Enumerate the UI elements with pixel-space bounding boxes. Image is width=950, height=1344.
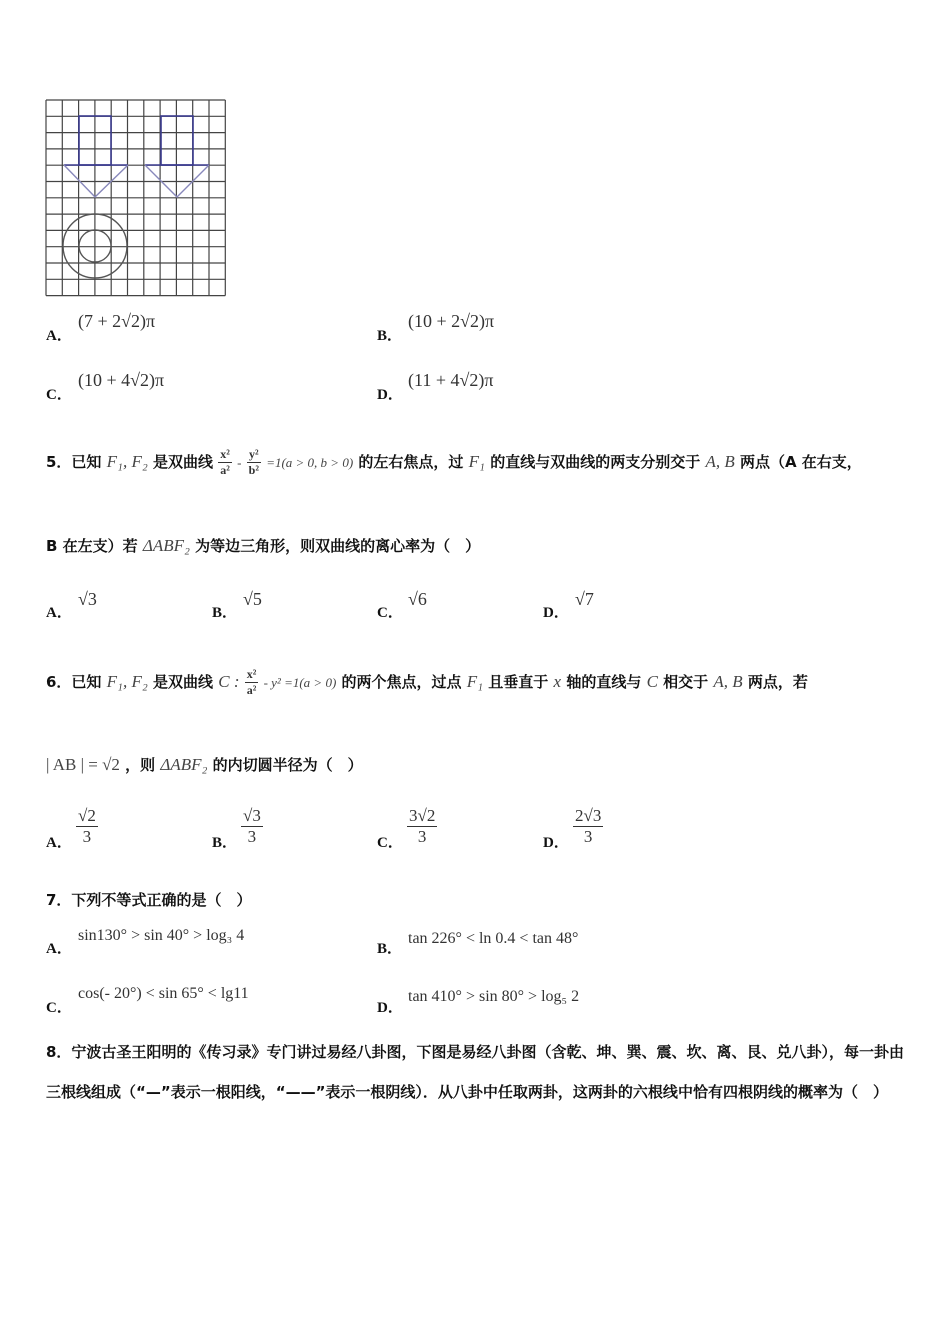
q4-option-c-text: (10 + 4√2)π	[78, 370, 165, 390]
q6-option-d-fraction: $\frac{2√3}{3}$	[575, 806, 602, 846]
three-view-grid-figure	[44, 98, 232, 300]
q7-option-a-text: sin130° > sin 40° > log₃ 4	[78, 927, 245, 944]
q7-option-d-text: tan 410° > sin 80° > log₅ 2	[408, 988, 580, 1005]
q4-option-a-label: A．	[46, 328, 72, 344]
q5-option-a-text: √3	[78, 589, 97, 609]
q6-option-a-fraction: $\frac{√2}{3}$	[78, 806, 96, 846]
q4-option-c-label: C．	[46, 387, 72, 403]
q5-option-a-label: A．	[46, 605, 72, 621]
q7-option-b-text: tan 226° < ln 0.4 < tan 48°	[408, 930, 579, 947]
q6-option-c-fraction: $\frac{3√2}{3}$	[409, 806, 436, 846]
q6-option-c-label: C．	[377, 835, 403, 851]
q6-option-b-fraction: $\frac{√3}{3}$	[243, 806, 261, 846]
q4-option-d-label: D．	[377, 387, 403, 403]
right-rectangle	[161, 116, 193, 165]
q5-option-b-text: √5	[243, 589, 262, 609]
q6-option-a-label: A．	[46, 835, 72, 851]
q6-stem-line2: | AB | = √2 ，则 ΔABF₂ 的内切圆半径为（ ）	[46, 755, 363, 774]
q7-stem: 7．下列不等式正确的是（ ）	[46, 891, 252, 909]
q6-stem-line1: 6．已知 F₁, F₂ 是双曲线 C : $\frac{\text{x²}}{\text{a²}}$ - y² =1(a > 0) 的两个焦点，过点 F₁ 且垂直于 x 轴的直线与 C 相交于 A, B 两点，若	[46, 667, 808, 697]
q6-option-b-label: B．	[212, 835, 238, 851]
q7-option-b-label: B．	[377, 941, 403, 957]
q7-option-c-text: cos(- 20°) < sin 65° < lg11	[78, 985, 249, 1002]
q4-option-b-label: B．	[377, 328, 403, 344]
q7-option-c-label: C．	[46, 1000, 72, 1016]
q5-option-c-label: C．	[377, 605, 403, 621]
q5-stem-line1: 5．已知 F₁, F₂ 是双曲线 $\frac{\text{x²}}{\text{a²}}$ - $\frac{\text{y²}}{\text{b²}}$ =1(a > 0, b > 0) 的左右焦点，过 F₁ 的直线与双曲线的两支分别交于 A, B 两点（A 在右支，	[46, 447, 862, 477]
q5-option-d-text: √7	[575, 589, 594, 609]
q5-option-b-label: B．	[212, 605, 238, 621]
q7-option-d-label: D．	[377, 1000, 403, 1016]
q5-option-c-text: √6	[408, 589, 427, 609]
q6-option-d-label: D．	[543, 835, 569, 851]
q8-stem: 8．宁波古圣王阳明的《传习录》专门讲过易经八卦图，下图是易经八卦图（含乾、坤、巽、震、坎、离、艮、兑八卦），每一卦由三根线组成（“—”表示一根阳线，“——”表示一根阴线）．从八卦中任取两卦，这两卦的六根线中恰有四根阴线的概率为（ ）	[46, 1043, 904, 1101]
q4-option-a-text: (7 + 2√2)π	[78, 311, 156, 331]
q4-option-b-text: (10 + 2√2)π	[408, 311, 495, 331]
q5-stem-line2: B 在左支）若 ΔABF₂ 为等边三角形，则双曲线的离心率为（ ）	[46, 536, 481, 555]
q5-option-d-label: D．	[543, 605, 569, 621]
q7-option-a-label: A．	[46, 941, 72, 957]
q4-option-d-text: (11 + 4√2)π	[408, 370, 494, 390]
